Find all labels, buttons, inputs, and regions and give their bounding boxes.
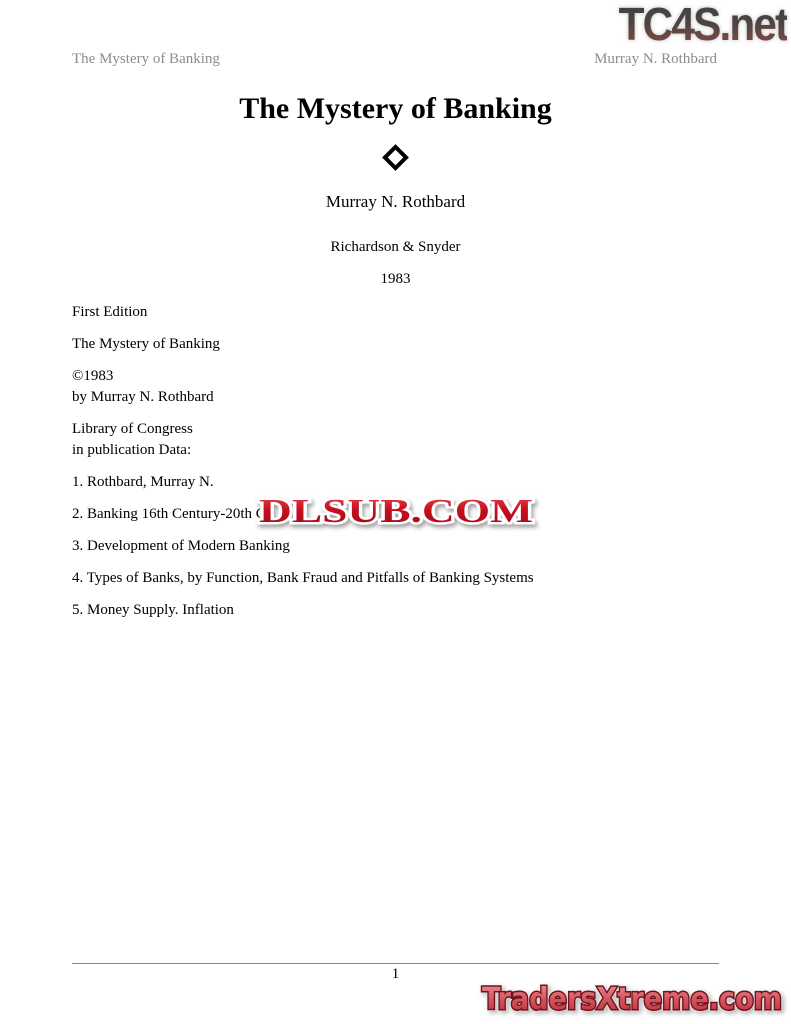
body-paragraph: 4. Types of Banks, by Function, Bank Fraud and Pitfalls of Banking Systems — [72, 570, 534, 586]
tc4s-watermark-logo — [604, 0, 787, 48]
diamond-shape — [382, 144, 409, 171]
body-paragraph: 5. Money Supply. Inflation — [72, 602, 234, 618]
tradersxtreme-watermark-text: TradersXtreme.com — [482, 982, 782, 1017]
book-title: The Mystery of Banking — [239, 92, 552, 125]
body-paragraph: 3. Development of Modern Banking — [72, 538, 290, 554]
tc4s-logo-text: TC4S.net — [618, 0, 787, 50]
body-paragraphs — [72, 302, 719, 632]
running-header — [72, 51, 717, 68]
body-paragraph: Library of Congress in publication Data: — [72, 421, 193, 458]
body-paragraph: ©1983 by Murray N. Rothbard — [72, 368, 214, 405]
body-paragraph: First Edition — [72, 304, 148, 320]
diamond-icon — [0, 146, 791, 167]
publisher-name: Richardson & Snyder — [330, 239, 461, 255]
body-paragraph: 2. Banking 16th Century-20th C — [72, 506, 266, 522]
page-number: 1 — [391, 966, 400, 982]
body-paragraph: 1. Rothbard, Murray N. — [72, 474, 214, 490]
running-header-left: The Mystery of Banking — [72, 51, 220, 67]
footer-divider — [72, 963, 719, 964]
running-header-right: Murray N. Rothbard — [594, 51, 717, 67]
body-paragraph: The Mystery of Banking — [72, 336, 220, 352]
dlsub-watermark-badge — [250, 487, 542, 533]
author-name: Murray N. Rothbard — [325, 192, 466, 211]
publication-year: 1983 — [380, 271, 411, 287]
dlsub-watermark-text: DLSUB.COM — [259, 493, 533, 530]
tradersxtreme-watermark-badge — [474, 976, 790, 1022]
